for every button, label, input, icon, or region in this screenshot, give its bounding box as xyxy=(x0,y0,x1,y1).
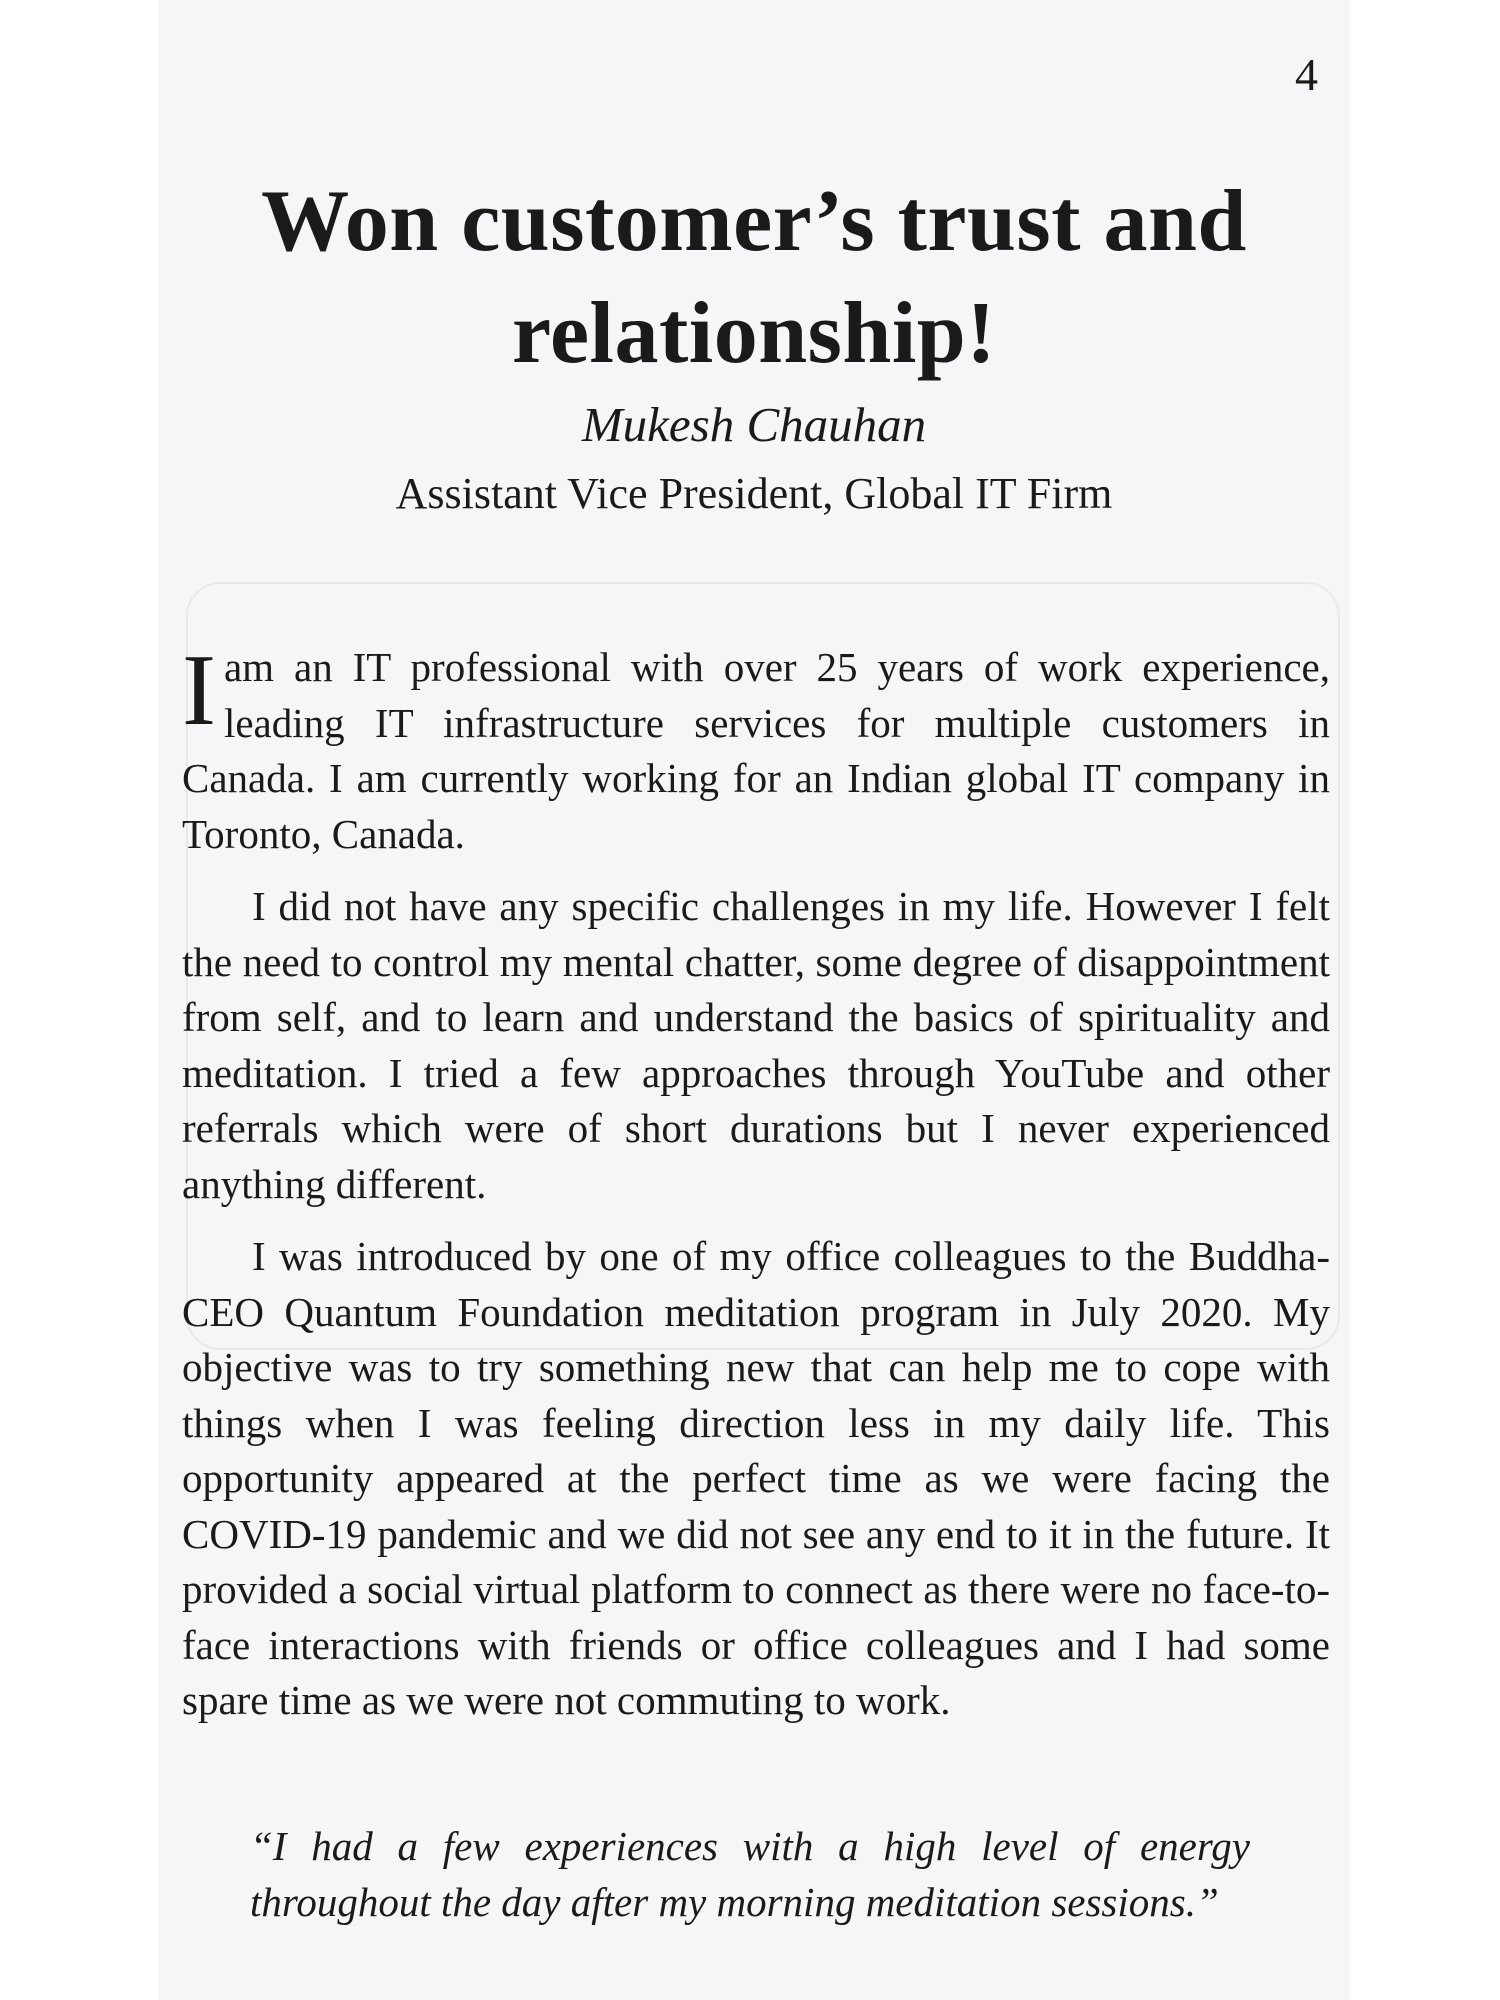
paragraph-2: I did not have any specific challenges in my life. However I felt the need to control my mental chatter, some degree of disappointment from self, and to learn and understand the basics of spirituality and meditation. I tried a few approaches through YouTube and other referrals which were of short durations but I never experienced anything different. xyxy=(182,883,1330,1207)
paragraph-1-text: am an IT professional with over 25 years of work experience, leading IT infrastructure services for multiple customers in Canada. I am currently working for an Indian global IT company in Toronto, Canada. xyxy=(182,644,1330,857)
chapter-title-line-1: Won customer’s trust and xyxy=(261,173,1247,270)
author-role: Assistant Vice President, Global IT Firm xyxy=(395,469,1113,518)
chapter-title xyxy=(158,166,1350,390)
paragraph-1 xyxy=(182,634,1330,862)
chapter-title-line-2: relationship! xyxy=(511,285,997,382)
pull-quote: “I had a few experiences with a high level of energy throughout the day after my morning meditation sessions.” xyxy=(250,1823,1250,1925)
page-number: 4 xyxy=(1295,49,1318,100)
paragraph-3: I was introduced by one of my office colleagues to the Buddha-CEO Quantum Foundation meditation program in July 2020. My objective was to try something new that can help me to cope with things when I was feeling direction less in my daily life. This opportunity appeared at the perfect time as we were facing the COVID-19 pandemic and we did not see any end to it in the future. It provided a social virtual platform to connect as there were no face-to-face interactions with friends or office colleagues and I had some spare time as we were not commuting to work. xyxy=(182,1233,1330,1723)
article-body xyxy=(182,634,1330,1746)
book-page xyxy=(158,0,1350,2000)
author-name: Mukesh Chauhan xyxy=(581,397,927,452)
drop-cap: I xyxy=(182,634,216,747)
